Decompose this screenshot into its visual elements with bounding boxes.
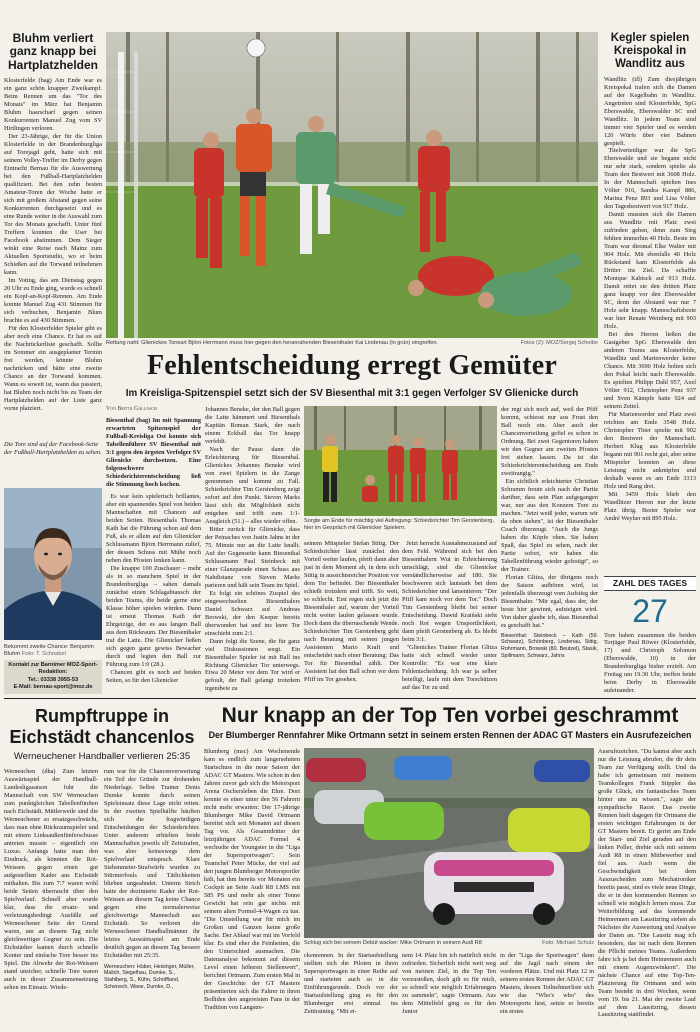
referee-image [304,406,497,516]
race-caption-text: Schlug sich bei seinem Debüt wacker: Mike Ortmann in seinem Audi R8 [304,940,482,946]
main-col-5 [501,406,598,692]
left-para-2: Der 23-Jährige, der für die Union Klosterfelde in der Brandenburgliga auf Torejagd geht, hatte sich mit seinem Volley-Treffer im Derby gegen Eintracht Bernau für die Auswertung bei den Fußball-Hartplatzhelden qualifiziert. Bei den zehn besten Amateur-Toren der Woche hatte er sich mit großem Abstand gegen seine Konkurrenten durchgesetzt und es eine Runde weiter in die Auswahl zum Tor des Monats geschafft. Unter fünf Treffern konnten die User bei Facebook abstimmen. Dem Sieger winkt eine Reise nach Mainz zum Aktuellen Sportstudio, wo er beim Schießen auf die Torwand teilnehmen kann. [4,133,102,276]
bluhm-caption-text: Bekommt zweite Chance: Benjamin Bluhm [4,644,94,658]
box-title: ZAHL DES TAGES [604,576,696,591]
left-headline: Bluhm verliert ganz knapp bei Hartplatzhelden [7,31,98,72]
bluhm-portrait-image [4,488,102,640]
right-body [604,76,696,576]
bottom-main-col-4: in der "Liga der Sportwagen" dann auf die Jagd nach einem der vorderen Plätze. Und mit Platz 12 in seinem ersten Rennen der ADAC GT Masters, dessen Teilnehmerliste sich wie das "Who's who" des Motorsports liest, setzte er bereits ein erstes [500,952,594,1015]
main-byline: Von Britta Gallasch [106,406,157,412]
box-text: Tore haben zusammen die beiden Torjäger Paul Röwer (Klosterfelde, 17) und Christoph Solomon (Eberswalde, 10) in der Brandenburgliga bisher erzielt. Am Freitag um 19.30 Uhr, treffen beide beim Derby in Eberswalde aufeinander. [604,631,696,695]
main-col-1 [106,406,201,692]
bottom-main-col-3: nem 14. Platz bin ich natürlich nicht zufrieden. Sicherlich nicht weit weg von meinen Ziel, in die Top Ten vorzustoßen, doch gilt es für mich, so schnell wie möglich Erfahrungen zu sammeln", sagte Ortmann. Aus dem Mittelfeld ging es für den Junior [402,952,496,1015]
main-col2-para-5: Dann folgt die Szene, die für ganz viel Diskussionen sorgt. Ein Biesenthaler Spieler ist mit Ball ins Richtung Glienicker Tor unterwegs. Etwa 20 Meter vor dem Tor wird er gefoult, der Ball gelangt trotzdem irgendwie zu [205,637,300,692]
bluhm-photo [4,488,102,640]
bottom-left-article [4,706,200,1028]
race-photo-credit: Foto: Michael Schulz [542,940,594,946]
right-para-5: Für Marienwerder und Platz zwei reichten am Ende 3548 Holz. Christopher Thier spielte mit 902 den Bestwert der Mannschaft. Herbert Klug aus Klosterfelde begann mit 901 recht gut, aber seine Mitspieler konnten an diese Leistung nicht anknüpfen und deshalb waren es am Ende 3313 Holz und Rang drei. [604,410,696,490]
soccer-match-image [106,32,598,338]
main-headline: Fehlentscheidung erregt Gemüter [146,350,558,381]
bottom-main-article [204,704,696,1028]
main-col2-para-2: Nach der Pause dann die Erleichterung für Biesenthal. Glienickes Johannes Beneke wird von zwei Spielern in die Zange genommen und kommt zu Fall. Schiedsrichter Tim Gerstenberg zeigt sofort auf den Punkt. Steven Marks lässt sich die Möglichkeit nicht entgehen und trifft zum 1:1-Ausgleich (51.) – alles wieder offen. [205,445,300,525]
bottom-main-subheadline: Der Blumberger Rennfahrer Mike Ortmann setzt in seinem ersten Rennen der ADAC GT Masters ein Ausrufezeichen [208,730,692,741]
main-col5-para-2: Ein sichtlich erleichterter Christian Schramm freute sich nach der Partie darüber, dass sein Plan aufgegangen war, nur aus den Konzern Tore zu machen. "Jetzt weiß jeder, warum wir da oben stehen", ist der Biesenthaler Coach überzeugt. "Auch die Jungs haben die Köpfe oben. Sie haben Spaß, das Spiel zu sehen, nach der Partie sofort, wir haben die Tabellenführung wieder gefestigt", so der Trainer. [501,477,598,573]
contact-tel: Tel.: 03338 3955-53 [27,676,79,683]
bottom-left-col-1: Werneuchen (dha) Zum letzten Auswärtsspiel der Handball-Landesligasaison fuhr die Mannschaft von SW Werneuchen zum punktgleichen Tabellenfünften nach Eichstädt. Mittlerweile sind die Werneuchener so ersatzgeschwächt, dass man ohne Rückraumspieler und mit einem Linksaußenfünferschusse antreten musste – eigentlich ein Luxus. Anfangs hatte man den Eindruck, als könnten die Rot-Weissen gegen einen gut aufgestellten Kader aus Eichstädt mithalten. Bis zum 7:7 waren wohl beide Seiten überrascht über den Spielverlauf. Schnell aber wurde klar, dass die ersatz- und verletzungsbedingt Ausfälle auf Werneuchener Seite der Grund waren, um an diesem Tag nicht gleichwertiger Gegner zu sein. Die Eichstädter kamen durch schnelle Konter und einfache Tore besser ins Spiel. Die Abwehr der Rot-Weissen stand unsicher, schnelle Tore waren auch in dieser Zusammensetzung selten im Einsatz. Wiede- [4,768,98,991]
right-para-4: Bei den Herren ließen die Gastgeber SpG Eberswalde den anderen Teams aus Klosterfelde, Wandlitz und Marienwerder keine Chance. Mit 3690 Holz holten sich den Pokal leicht nach Eberswalde. Es spielten Philipp Dahl 957, Axel Völter 912, Christopher Penz 937 und Sven Kämpfe hatte 924 auf seinem Zettel. [604,331,696,410]
main-subheadline: Im Kreisliga-Spitzenspiel setzt sich der SV Biesenthal mit 3:1 gegen Verfolger SV Glienicke durch [125,388,579,399]
race-photo [304,748,594,938]
section-divider [4,698,696,699]
bottom-left-col-2: rum war für die Chancenverwertung ein Teil der Gründe zur drohenden Niederlage. Selbst Trainer Denis Dumke konnte durch seinen Spieleinsatz diese Lage nicht retten. In der zweiten Spielhälfte häuften sich die fragwürdigen Entscheidungen der Schiedsrichter. Unter anderem erhielten beide Mannschaften jeweils elf Zeitstrafen, was aber keineswegs dem Spielverlauf entsprach. Klare Siebenmeter-Strafwürfe wurden zu Stürmerfouls und Tätlichkeiten blieben ungeahndet. Unterm Strich hatte der dezimierte Kader der Rot-Weissen an diesem Tag keine Chance gegen eine normalerweise gleichwertige Mannschaft aus Eichstädt. So verloren die Werneuchener Handballmänner ihr letztes Auswärtsspiel am Ende deutlich gegen an diesem Tag bessere Eichstädter mit 25:35. [104,768,200,959]
right-para-6: Mit 3459 Holz blieb den Wandlitzer Herren nur der letzte Platz übrig. Bester Spieler war André Weyher mit 895 Holz. [604,490,696,522]
main-col2-para-1: Johannes Beneke, der den Ball gegen die Latte hämmert und Biesenthals Kapitän Roman Stark, der nach einem Eckball das Tor knapp verfehlt. [205,406,300,445]
left-body [4,77,102,437]
box-number: 27 [632,592,668,629]
race-caption [304,940,594,949]
right-para-2: Titelverteidiger war die SpG Eberswalde und sie begann nicht nur sehr stark, sondern spielte als Team den Bestwert mit 3608 Holz. In der Mannschaft spielten Ines Völter 916, Sandra Kampf 886, Marina Penz 893 und Lisa Völter den Tagesbestwert von 917 Holz. [604,147,696,211]
bottom-main-headline: Nur knapp an der Top Ten vorbei geschrammt [221,704,679,727]
main-photo-credit: Fotos (2): MOZ/Sergej Scheibe [520,340,598,346]
referee-photo [304,406,497,516]
right-article [604,32,696,588]
left-para-3: Im Voting, das am Dienstag gegen 20 Uhr zu Ende ging, wurde es schnell ein Kopf-an-Kopf-Rennen. Am Ende konnte Manuel Zug 431 Stimmen für sich verbuchen, Benjamin Blum brachte es auf 430 Stimmen. [4,276,102,324]
right-para-1: Wandlitz (tfl) Zum diesjährigen Kreispokal trafen sich die Damen auf der Kegelbahn in Wandlitz. Angetreten sind Klosterfelde, SpG Eberswalde, Eberswalder SC und Wandlitz. In jedem Team sind immer vier Spieler und es werden 120 Würfe über vier Bahnen gespielt. [604,75,696,147]
left-para-4: Für den Klosterfelder Spieler gibt es aber noch eine Chance. Er hat es auf die Nachrückerliste geschafft. Sollte im Sommer ein ausgeplanter Termin frei werden, könnte Bluhm nachrücken und hätte eine zweite Chance an der Torwand kommen. Wann es soweit ist, wann das passiert, hat Bluhm noch nicht bis zu Team der Hartplatzhelden auf der Liste ganz vorne platziert. [4,324,102,412]
bottom-left-headline: Rumpftruppe in Eichstädt chancenlos [9,706,195,747]
bottom-main-col-5: Ausrufezeichen. "Du kannst aber auch nur die Leistung abrufen, die dir dein Team zur Verfügung stellt. Und da habe ich gemeinsam mit meinem Teamkollegen Frank Stippler das große Glück, ein fantastisches Team hinter uns zu wissen.", sagte der sympathische Racer. Das zweite Rennen hielt dagegen für Ortmann die ersten wichtigen Erfahrungen in der GT Masters bereit. Er geriet am Ende der Start- und Ziel geraden auf den linken Poller, drehte sich mit seinem Audi R8 in einen Mitbewerber und fiel aus. Auch wenn die Geschwindigkeit bei dem Auszuscheiden zum Mechatroniker bereits passt, sind es viele neue Dinge, die er in den kommenden Rennen so schnell wie möglich lernen muss. Zur Weiterbildung auf das kommende Heimrennen am Lausitzring stehen als Nächstes die Auswertung und Analyse der Daten an. "Die Lausitz mag ich besonders, das ist nach dem Rennen die Pflicht meines Teams. Außerdem fahre ich ja bei dem Heimrennen auch mit einem Augenzwinkern". Die nächste Chance auf eine Top-Ten-Platzierung für Ortmann und sein Team besteht in drei Wochen, wenn vom 19. bis 21. Mai der zweite Lauf auf dem Lausitzring, dessen Lausitzring stattfindet. [598,748,696,1019]
bottom-left-col-2-wrap [104,768,200,1026]
main-photo-caption-text: Rettung naht: Glienickes Torwart Björn Herrmann muss hier gegen den heranrahenden Biesenthaler Kai Lindenau (in grün) eingreifen. [106,340,438,346]
main-photo [106,32,598,338]
main-col1-para-3: Die knappe 100 Zuschauer – mehr als in so manchem Spiel in der Brandenburgliga – sahen damals zunächst einen Schlagabtausch der beiden Teams, die beide gerne eine Klasse höher spielen würden. Dann ist erneut Thomas Kath der Ehrgeizige, der es aus langen Ball aus dem Rückraum. Der Biesenthaler traf die Latte. Die Glienicker ließen sich gegen ganz gewiss Bewacher durch und legten den Ball zur Führung zum 1:0 (28.). [106,565,201,668]
main-col1-para-4: Chancen gibt es noch auf beiden Seiten, so für den Glienicker [106,668,201,684]
main-col5-para-1: der regt sich noch auf, weil der Pfiff kommt, schiesst nur aus Frust den Ball noch ein. Aber auch der Chancenverteilung gefiel es schon in Ordnung. Bei zwei Gegentoren haben wir den Gegner am zweiten Pfosten frei stehen lassen. Da ist die Schiedsrichterentscheidung am Ende zweitrangig." [501,406,598,477]
main-col2-para-3: Bitter zurück für Glienicke, dass der Peinaches von Justin Jahns in der 75. Minute nur an die Latte knallt. Auf der Gegenseite kann Biesenthal Schlussmann Paul Steinbeck mit einer Glanzparade einen Schuss aus Nahdistanz von Steven Marks parieren und hält sein Team im Spiel. [205,525,300,589]
left-italic-note: Die Tore sind auf der Facebook-Seite der Fußball-Hartplatzhelden zu sehen. [4,441,102,457]
bluhm-caption [4,644,102,658]
contact-box [4,660,102,694]
main-col2-para-4: Es folgt ein schönes Zuspiel des eingewechselten Biesenthalers Daniel Schwarz auf Andreas Browski, der den Keeper bereits überwunden hat und ins leere Tor einschiebt zum 2:1. [205,589,300,637]
number-of-day-box [604,576,696,694]
bottom-left-subheadline: Werneuchener Handballer verlieren 25:35 [13,751,191,763]
main-col5-para-3: Florian Glitza, der übrigens noch der Saison aufhören wird, ist jedenfalls überzeugt vom Aufstieg der Biesenthaler. "Mir egal, dass der, der beste hier gewinnt, aufsteigen wird. Von daher glaube ich, dass Biesenthal es geschafft hat." [501,573,598,629]
main-col-3 [304,540,399,692]
main-col-2 [205,406,300,692]
referee-caption: Sorgte am Ende für mächtig viel Aufregung: Schiedsrichter Tim Gerstenberg, hier im Gespräch mit Glienicker Spielern. [304,518,494,532]
main-col4-para-1: Jetzt herrscht Ausnahmezustand auf dem Feld. Während sich bei den Biesenthalern Wut in Erleichterung umschlägt, sind die Glienicker verständlicherweise auf 180. Sie beschweren sich lautstark bei dem Schiedsrichter und lamentieren: "Der Pfiff kam noch vor dem Tor." Doch Tim Gerstenberg bleibt bei seiner Entscheidung. Dawid Kraiński sieht noch Rot wegen Unsportlichkeit, dann pfeift Gerstenberg ab. Es bleibt beim 3:1. [402,540,497,643]
bottom-main-col-1: Blumberg (msc) Am Wochenende kam es endlich zum langersehnten Startschuss in die neue Saison der ADAC GT Masters. Wie schon in den Jahren zuvor gab sich die Motorsport Arena Oschersleben die Ehre. Dort konnte es einer unter den 56 Fahrern nicht mehr erwarten: Der 17-jährige Blumberger Mike David Ortmann bereitet sich seit Monaten auf diesen Tag vor. Als Gesamtdritter der letztjährigen ADAC Formel 4 wechselte der Youngster in die "Liga der Supersportwagen". Sein Teamchef Peter Mücke, der viel auf den jungen Blumberger Motorsportler hält, hat ihm bereits vor Monaten ein Cockpit an Seite Audi R8 LMS mit 585 PS und mehr als einer Tonne Gewicht hat rein gar nichts mit seinem alten Formel-4-Wagen zu tun. "Die Umstellung war für mich im Großen und Ganzen keine große Sache. Der Ablauf war mit im Vorfeld klar. Es sind eher die Feinheiten, die den Unterschied ausmachen. Die Datenanalyse bekommt auf diesem Level einen höheren Stellenwert", berichtet Ortmann. Zum ersten Mal in der Geschichte der GT Masters präsentierten sich die Fahrer in ihren Bolliden den angereisten Fans in der Tradition von Langstre- [204,748,300,1011]
right-headline: Kegler spielen Kreispokal in Wandlitz aus [610,32,690,70]
left-para-1: Klosterfelde (bag) Am Ende war es ein ganz schön knapper Zweikampf. Beim Rennen um das "Tor des Monats" im März hat Benjamin Bluhm haarscharf gegen seinen Konkurrenten Manuel Zug vom SV Hirtlingen verloren. [4,77,102,133]
bottom-left-lineup: Werneuchen: Hüber, Heisinger, Müller, Malich, Siegelhau, Dumke, S., Stahlberg, S., Kühn, Schoffland, Schensch, Wase, Dumke, D., [104,963,195,990]
left-article [4,32,102,670]
main-col-4 [402,540,497,692]
main-photo-caption [106,340,598,349]
bottom-main-col-2: ckenrennen. In der Startaufstellung stellten sich die Piloten in ihren Supersportwagen in einer Reihe auf und starteten auch so in die Einführungsrunde. Doch vor der Startaufstellung ging es für den Blumberger erst einmal ins Zeittraining. "Mit ei- [304,952,398,1015]
right-para-3: Damit mussten sich die Damen aus Wandlitz mit Platz zwei zufrieden geben, denn zum Sieg fehlten immerhin 40 Holz. Beste im Team war diesmal Elke Walter mit 904 Holz. Mit ebenfalls 40 Holz Rückstand kam Klosterfelde als Dritter ins Ziel. Da schaffte Monique Kabisch auf 913 Holz. Damit rettet sie den dritten Platz ganz knapp vor den Eberswalder SC, denn der Abstand war nur 7 Holz sehr knapp. Mannschaftsbeste war hier Renate Weinberg mit 903 Holz. [604,211,696,331]
main-col3-para-1: seinem Mitspieler Stefan Stitig. Der Schiedsrichter lässt zunächst den Vorteil weiter laufen, pfeift dann aber just in dem Moment ab, in dem sich Stitig in aussichtsreicher Position vor dem Tor befindet. Der Biesenthaler schießt trotzdem und trifft. So weit, so schlecht. Erst regen sich jetzt die Biesenthaler auf, warum der Vorteil nicht weiter laufen gelassen wurde. Doch dann die überraschende Wende. Schiedsrichter Tim Gerstenberg geht nach Beratung mit seinen jungen Assistenten Mario Kraft und entscheidet nach einer Beratung: Das Tor für Biesenthal zählt. Der Assistent hat den Ball schon vor dem Pfiff im Tor gesehen. [304,540,399,683]
main-lineup: Biesenthal: Steinbeck – Kath (59. Schwarz), Schönberg, Lindenau, Stitig, Rohrmann, Browski (80. Beutzel), Stasik, Spillmann, Schwarz, Jahns [501,632,598,659]
contact-title: Kontakt zur Barnimer MOZ-Sport-Redaktion: [8,662,98,676]
race-car-image [304,748,594,938]
contact-mail[interactable]: E-Mail: bernau-sport@moz.de [13,683,93,690]
main-col1-para-1: Biesenthal (bag) Im mit Spannung erwarteten Spitzenspiel der Fußball-Kreisliga Ost konnte sich Tabellenführer SV Biesenthal mit 3:1 gegen den ärgsten Verfolger SV Glienicke durchsetzen. Eine folgenschwere Schiedsrichterentscheidung ließ die Stimmung hoch kochen. [106,417,201,489]
main-col4-para-2: "Glienickes Trainer Florian Glitza hatte sich schnell wieder unter Kontrolle: "Es war eine klare Fehlentscheidung. Ich war ja selber beteiligt, laufe mit dem Torschützen auf das Tor zu und [402,643,497,691]
main-col1-para-2: Es war kein spielerisch brillantes, aber ein spannendes Spiel von beiden Mannschaften mit Chancen auf beiden Seiten. Biesenthals Thomas Kath hat die Führung schon auf dem Fuß, als er allein auf den Glienicker Schlussmann Björn Herrmann zulief, der dessen Schuss mit Mühe noch neben den Pfosten lenken kann. [106,493,201,565]
bluhm-caption-credit: Foto: T. Schnabel [21,651,66,658]
